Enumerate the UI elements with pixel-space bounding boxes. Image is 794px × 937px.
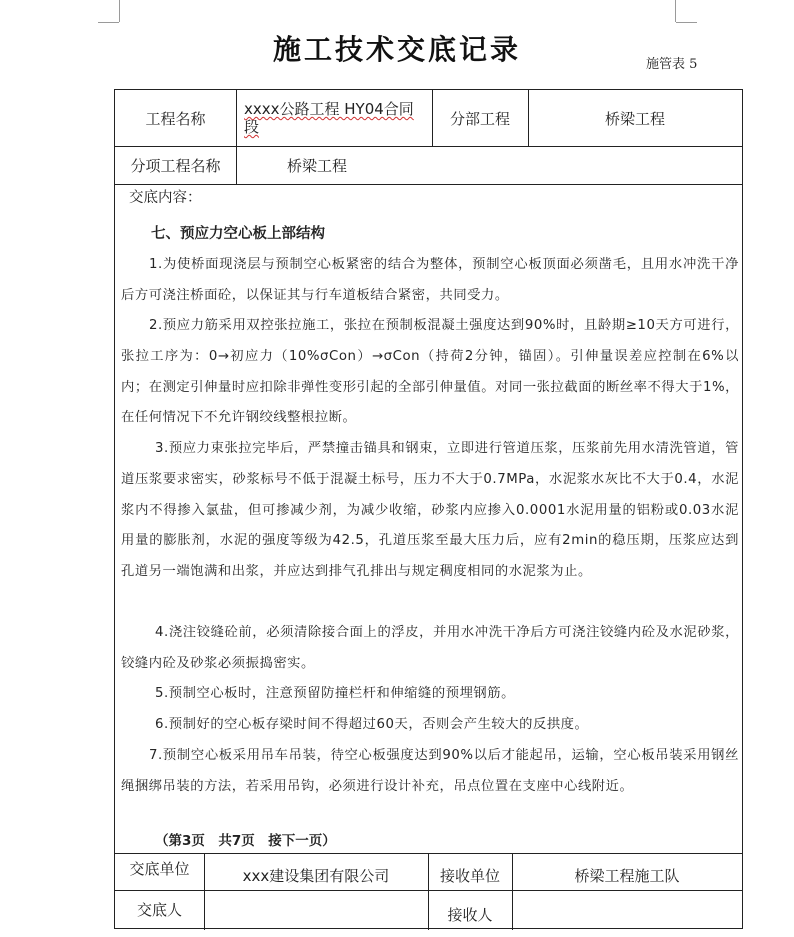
paragraph-1: 1.为使桥面现浇层与预制空心板紧密的结合为整体，预制空心板顶面必须凿毛，且用水冲洗干净后方可浇注桥面砼，以保证其与行车道板结合紧密，共同受力。 — [121, 257, 739, 303]
issuer-person-label: 交底人 — [136, 900, 182, 919]
crop-mark-left-horizontal — [98, 22, 119, 23]
paragraph-7: 7.预制空心板采用吊车吊装，待空心板强度达到90%以后才能起吊，运输，空心板吊装采用钢丝绳捆绑吊装的方法，若采用吊钩，必须进行设计补充，吊点位置在支座中心线附近。 — [121, 748, 739, 794]
paragraph-5: 5.预制空心板时，注意预留防撞栏杆和伸缩缝的预埋钢筋。 — [155, 686, 515, 701]
paragraph-2-text: 2.预应力筋采用双控张拉施工，张拉在预制板混凝土强度达到90%时，且龄期≥10天方可进行，张拉工序为：0→初应力（10%σCon）→σCon（持荷2分钟，锚固）。引伸量误差应控制在6%以内；在测定引伸量时应扣除非弹性变形引起的全部引伸量值。对同一张拉截面的断丝率不得大于1%，在任何情况下不允许钢绞线整根拉断。 — [121, 318, 739, 426]
crop-mark-left-vertical — [119, 0, 120, 22]
row-divider — [115, 184, 742, 185]
paragraph-6: 6.预制好的空心板存梁时间不得超过60天，否则会产生较大的反拱度。 — [155, 717, 589, 732]
content-intro-label: 交底内容： — [129, 190, 202, 206]
paragraph-4: 4.浇注铰缝砼前，必须清除接合面上的浮皮，并用水冲洗干净后方可浇注铰缝内砼及水泥砂浆，铰缝内砼及砂浆必须振捣密实。 — [121, 625, 739, 671]
project-name-value — [244, 94, 428, 142]
issuer-unit-label: 交底单位 — [129, 859, 190, 878]
issuer-person-value — [204, 890, 428, 928]
issuer-unit-value: xxx建设集团有限公司 — [242, 866, 390, 885]
paragraph-2 — [121, 311, 739, 434]
receiver-unit-label: 接收单位 — [439, 866, 500, 885]
division-value: 桥梁工程 — [604, 109, 665, 128]
paragraph-3: 3.预应力束张拉完毕后，严禁撞击锚具和钢束，立即进行管道压浆，压浆前先用水清洗管道，管道压浆要求密实，砂浆标号不低于混凝土标号，压力不大于0.7MPa，水泥浆水灰比不大于0.4，水泥浆内不得掺入氯盐，但可掺减少剂，为减少收缩，砂浆内应掺入0.0001水泥用量的铝粉或0.03水泥用量的膨胀剂，水泥的强度等级为42.5，孔道压浆至最大压力后，应有2min的稳压期，压浆应达到孔道另一端饱满和出浆，并应达到排气孔排出与规定稠度相同的水泥浆为止。 — [121, 441, 739, 580]
form-code: 施管表 5 — [646, 57, 698, 72]
column-divider — [236, 90, 237, 184]
crop-mark-right-horizontal — [676, 22, 697, 23]
subitem-label: 分项工程名称 — [130, 156, 221, 175]
receiver-unit-value: 桥梁工程施工队 — [574, 866, 680, 885]
division-label: 分部工程 — [449, 109, 510, 128]
receiver-person-label: 接收人 — [447, 905, 493, 924]
section-heading: 七、预应力空心板上部结构 — [151, 226, 325, 242]
receiver-person-value — [512, 890, 742, 928]
crop-mark-right-vertical — [675, 0, 676, 22]
project-name-text: xxxx公路工程 HY04合同段 — [244, 100, 414, 136]
page-continuation-note: （第3页 共7页 接下一页） — [155, 833, 336, 849]
subitem-value: 桥梁工程 — [287, 156, 348, 175]
project-name-label: 工程名称 — [145, 109, 206, 128]
page-title: 施工技术交底记录 — [272, 33, 521, 66]
record-sheet — [114, 89, 743, 929]
